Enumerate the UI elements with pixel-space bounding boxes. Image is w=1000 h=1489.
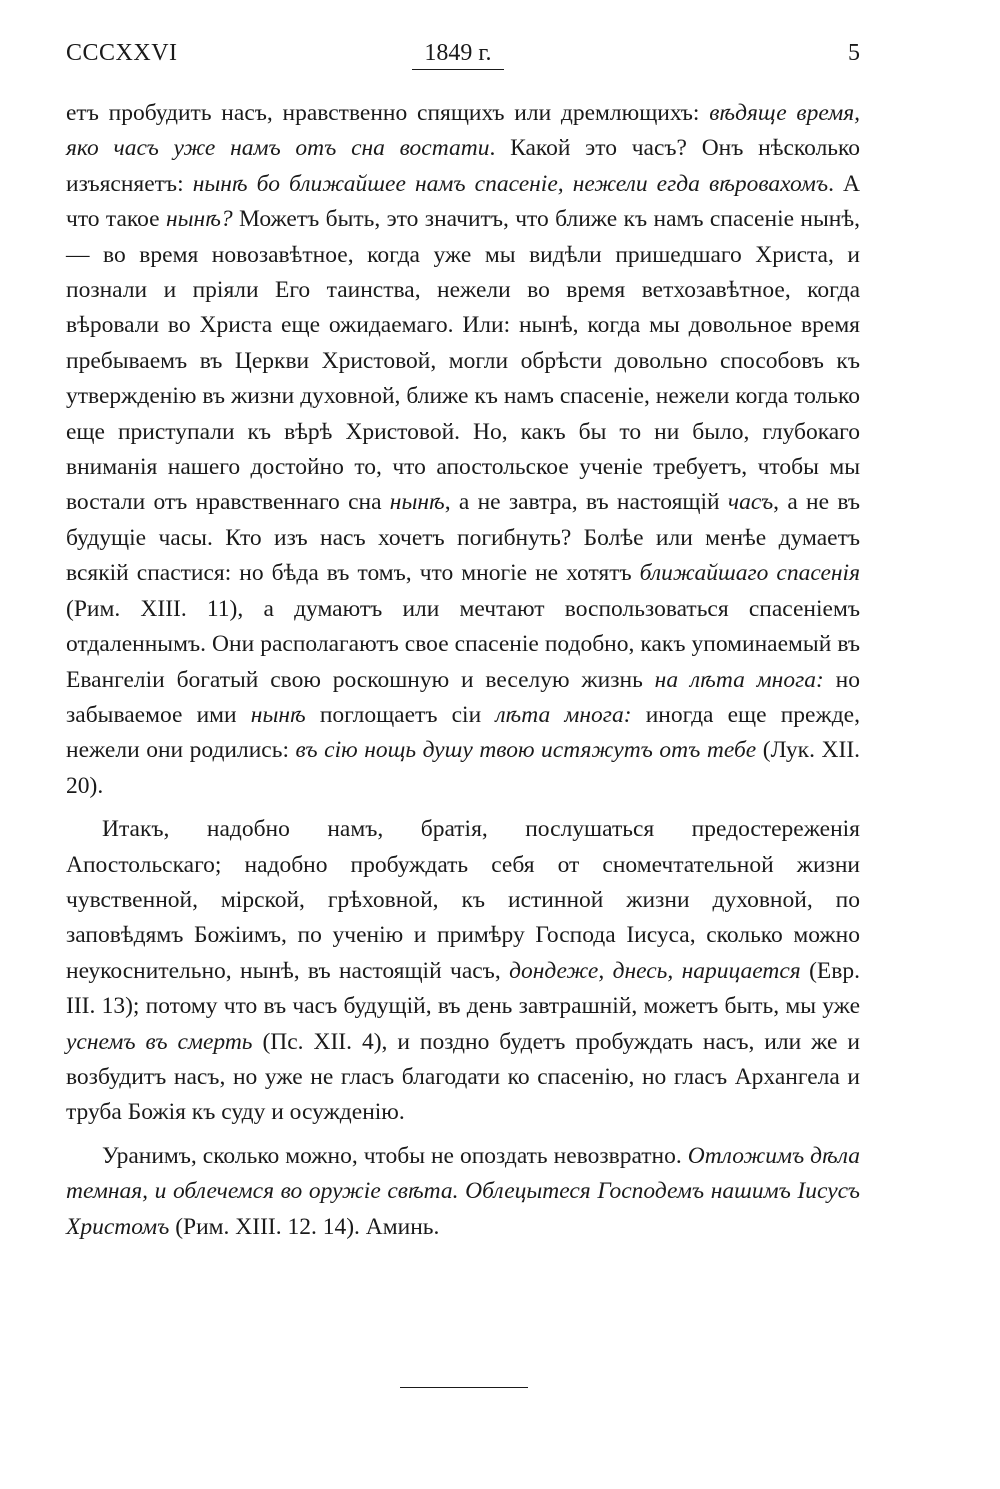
running-header	[66, 40, 860, 76]
page-number: 5	[848, 40, 860, 66]
sermon-text	[66, 96, 860, 1253]
text-run: (Рим. XIII. 12. 14). Аминь.	[169, 1213, 440, 1240]
italic-quote: на лѣта многа:	[654, 666, 824, 693]
italic-quote: лѣта многа:	[495, 701, 632, 728]
italic-quote: нынѣ	[389, 489, 445, 516]
text-run: етъ пробудить насъ, нравственно спящихъ или дремлющихъ:	[66, 100, 710, 126]
text-run: . А что такое	[66, 170, 860, 233]
paragraph-1	[66, 96, 860, 804]
text-run: Итакъ, надобно намъ, братія, послушаться предостереженія Апостольскаго; надобно пробуждать себя от сномечтательной жизни чувственной, мірской, грѣховной, къ истинной жизни духовной, по заповѣдямъ Божіимъ, по ученію и примѣру Господа Іисуса, сколько можно неукоснительно, нынѣ, въ настоящій часъ,	[66, 816, 860, 984]
text-run: , а не въ будущіе часы. Кто изъ насъ хочетъ погибнуть? Болѣе или менѣе думаетъ всякій спастися: но бѣда въ томъ, что многіе не хотятъ	[66, 489, 860, 587]
text-run: поглощаетъ сіи	[305, 701, 496, 728]
text-run: (Евр. III. 13); потому что въ часъ будущій, въ день завтрашній, можетъ быть, мы уже	[66, 957, 860, 1020]
italic-quote: Отложимъ дѣла темная, и облечемся во оружіе свѣта. Облецытеся Господемъ нашимъ Іисусъ Христомъ	[66, 1142, 861, 1240]
text-run: (Пс. XII. 4), и поздно будетъ пробуждать насъ, или же и возбудитъ насъ, но уже не гласъ благодати ко спасенію, но гласъ Архангела и труба Божія къ суду и осужденію.	[66, 1028, 860, 1126]
italic-quote: ближайшаго спасенія	[639, 560, 860, 587]
italic-quote: вѣдяще время, яко часъ уже намъ отъ сна востати	[66, 100, 860, 162]
text-run: иногда еще прежде, нежели они родились:	[66, 701, 860, 764]
text-run: (Рим. XIII. 11), а думаютъ или мечтают воспользоваться спасеніемъ отдаленнымъ. Они располагаютъ свое спасеніе подобно, какъ упоминаемый въ Евангеліи богатый свою роскошную и веселую жизнь	[66, 595, 860, 693]
italic-quote: дондеже, днесь, нарицается	[509, 957, 801, 984]
text-run: но забываемое ими	[66, 666, 860, 728]
italic-quote: нынѣ	[250, 701, 306, 728]
text-run: Можетъ быть, это значитъ, что ближе къ намъ спасеніе нынѣ, — во время новозавѣтное, когда уже мы видѣли пришедшаго Христа, и познали и пріяли Его таинства, нежели во время ветхозавѣтное, когда вѣровали во Христа еще ожидаемаго. Или: нынѣ, когда мы довольное время пребываемъ въ Церкви Христовой, могли обрѣсти довольно способовъ къ утвержденію въ жизни духовной, ближе къ намъ спасеніе, нежели когда только еще приступали къ вѣрѣ Христовой. Но, какъ бы то ни было, глубокаго вниманія нашего достойно то, что апостольское ученіе требуетъ, чтобы мы востали отъ нравственнаго сна	[66, 206, 860, 516]
italic-quote: часъ	[727, 489, 774, 516]
end-separator-rule	[400, 1387, 528, 1388]
italic-quote: нынѣ бо ближайшее намъ спасеніе, нежели егда вѣровахомъ	[192, 170, 829, 197]
text-run: (Лук. XII. 20).	[66, 737, 861, 799]
text-run: Уранимъ, сколько можно, чтобы не опоздать невозвратно.	[102, 1142, 688, 1169]
text-run: , а не завтра, въ настоящій	[444, 489, 728, 516]
italic-quote: въ сію нощь душу твою истяжутъ отъ тебе	[295, 737, 757, 764]
header-year: 1849 г.	[412, 40, 504, 70]
paragraph-3	[66, 1139, 860, 1245]
italic-quote: нынѣ?	[165, 206, 233, 233]
header-roman-numeral: CCCXXVI	[66, 40, 178, 66]
italic-quote: уснемъ въ смерть	[66, 1028, 253, 1055]
paragraph-2	[66, 812, 860, 1131]
text-run: . Какой это часъ? Онъ нѣсколько изъясняетъ:	[66, 135, 860, 197]
